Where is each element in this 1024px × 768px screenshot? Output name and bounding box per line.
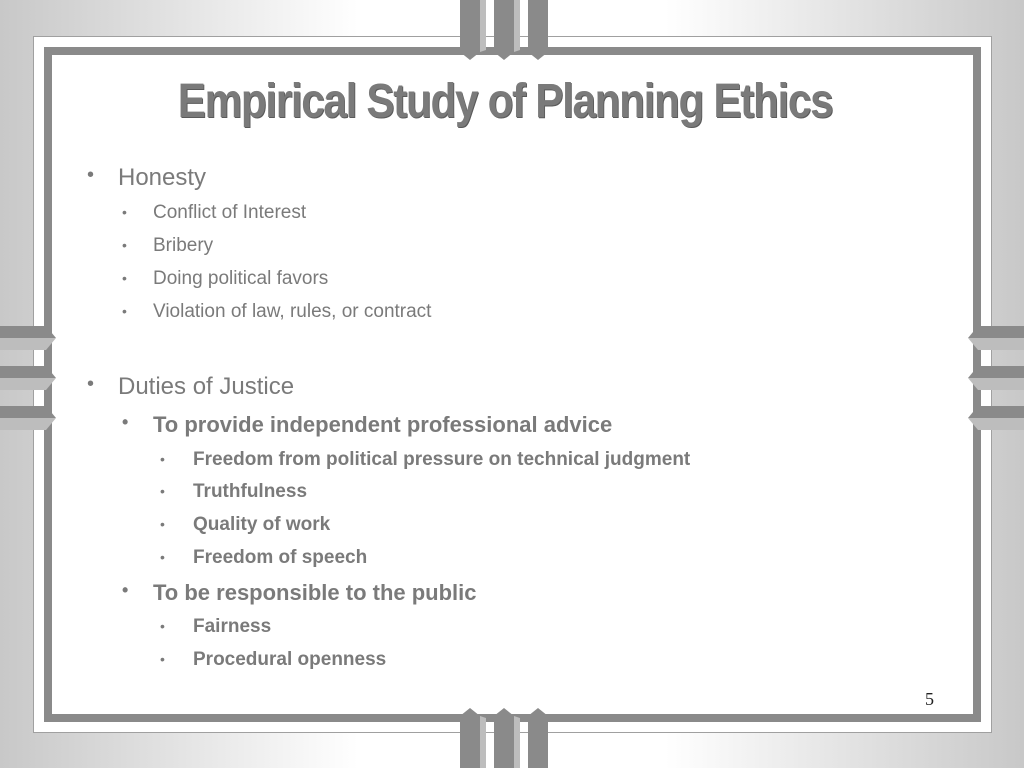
bullet-dot: • [160, 618, 165, 634]
bullet-dot: • [160, 451, 165, 467]
bullet-text: Procedural openness [193, 649, 387, 670]
bullet-dot: • [87, 164, 95, 186]
bullet-text: Bribery [153, 235, 214, 256]
bullet-text: Truthfulness [193, 481, 308, 502]
bullet-text: Duties of Justice [118, 373, 295, 400]
bullet-dot: • [160, 549, 165, 565]
bullet-text: To be responsible to the public [153, 580, 477, 605]
bullet-dot: • [160, 483, 165, 499]
bullet-dot: • [122, 270, 127, 286]
bullet-text: Fairness [193, 616, 272, 637]
page-number: 5 [925, 689, 934, 709]
bullet-text: Freedom from political pressure on technical judgment [193, 449, 691, 470]
bullet-dot: • [122, 237, 127, 253]
bullet-text: Freedom of speech [193, 547, 368, 568]
bullet-text: Honesty [118, 164, 207, 191]
bullet-dot: • [122, 580, 129, 600]
bullet-text: Quality of work [193, 514, 331, 535]
bullet-text: Conflict of Interest [153, 202, 307, 223]
bullet-dot: • [122, 303, 127, 319]
bullet-text: Doing political favors [153, 268, 329, 289]
slide-title: Empirical Study of Planning Ethics [177, 75, 833, 128]
bullet-dot: • [160, 516, 165, 532]
bullet-dot: • [87, 373, 95, 395]
bullet-text: To provide independent professional advice [153, 412, 613, 437]
bullet-text: Violation of law, rules, or contract [153, 301, 432, 322]
bullet-dot: • [122, 204, 127, 220]
bullet-dot: • [160, 651, 165, 667]
bullet-dot: • [122, 412, 129, 432]
